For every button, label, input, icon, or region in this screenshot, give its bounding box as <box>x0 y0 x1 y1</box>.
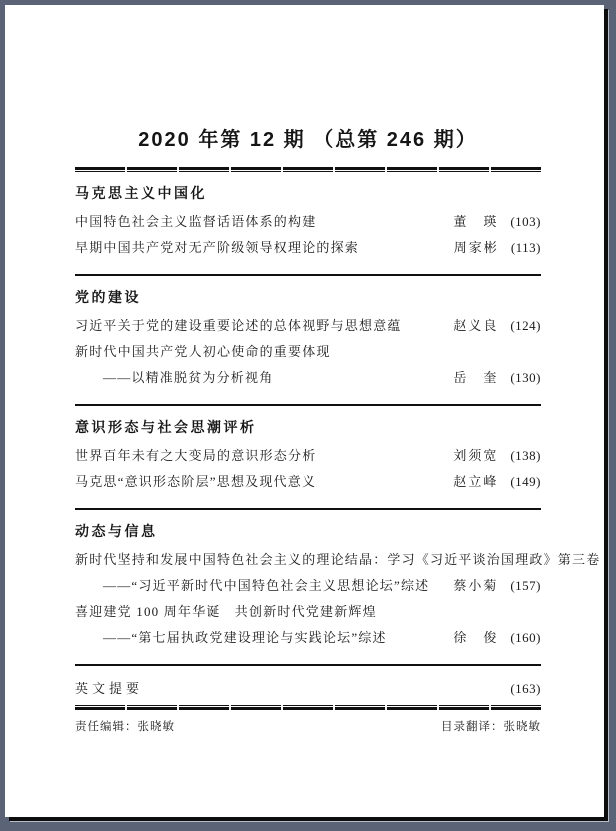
article-author: 刘须宽 <box>453 448 499 463</box>
article-page-number: (149) <box>510 474 541 489</box>
article-author: 赵义良 <box>453 318 499 333</box>
article-page-number: (124) <box>510 318 541 333</box>
article-author: 蔡小菊 <box>453 578 499 593</box>
article-title: 马克思“意识形态阶层”思想及现代意义 <box>75 474 317 489</box>
article-page-number: (138) <box>510 448 541 463</box>
article-title: 喜迎建党 100 周年华诞 共创新时代党建新辉煌 <box>75 604 377 619</box>
article-page-number: (103) <box>510 214 541 229</box>
english-abstract-page-number: (163) <box>510 681 541 696</box>
article-author: 周家彬 <box>453 240 499 255</box>
article-page-number: (130) <box>510 370 541 385</box>
section-heading: 意识形态与社会思潮评析 <box>75 421 257 436</box>
article-byline <box>453 209 541 235</box>
section-heading: 马克思主义中国化 <box>75 187 207 202</box>
toc-section-party-building <box>75 289 541 391</box>
editor-credits <box>75 718 541 736</box>
article-author: 赵立峰 <box>453 474 499 489</box>
toc-item-row <box>75 209 541 235</box>
article-subtitle: ——“习近平新时代中国特色社会主义思想论坛”综述 <box>103 578 430 593</box>
article-page-number: (157) <box>510 578 541 593</box>
journal-toc-page <box>5 5 604 817</box>
toc-item-row <box>75 339 541 365</box>
section-heading: 动态与信息 <box>75 525 158 540</box>
english-abstract-label: 英文提要 <box>75 681 144 696</box>
footer-divider-rule <box>75 705 541 710</box>
toc-item-subtitle-row <box>75 625 541 651</box>
article-subtitle: ——“第七届执政党建设理论与实践论坛”综述 <box>103 630 387 645</box>
toc-item-row <box>75 443 541 469</box>
footer-divider-thin-line <box>75 705 541 706</box>
article-byline <box>453 573 541 599</box>
toc-item-row <box>75 469 541 495</box>
article-byline <box>453 625 541 651</box>
article-author: 岳 奎 <box>453 370 499 385</box>
article-byline <box>453 469 541 495</box>
article-byline <box>453 313 541 339</box>
toc-item-row <box>75 235 541 261</box>
article-title: 新时代中国共产党人初心使命的重要体现 <box>75 344 331 359</box>
article-title: 世界百年未有之大变局的意识形态分析 <box>75 448 317 463</box>
toc-section-ideology-analysis <box>75 419 541 495</box>
toc-item-subtitle-row <box>75 573 541 599</box>
toc-item-subtitle-row <box>75 365 541 391</box>
toc-item-row <box>75 547 601 573</box>
article-subtitle: ——以精准脱贫为分析视角 <box>103 370 274 385</box>
article-page-number: (113) <box>510 240 541 255</box>
article-author: 董 瑛 <box>453 214 499 229</box>
article-byline <box>454 235 541 261</box>
article-title: 早期中国共产党对无产阶级领导权理论的探索 <box>75 240 360 255</box>
toc-item-row <box>75 599 541 625</box>
section-divider <box>75 404 541 406</box>
section-divider <box>75 274 541 276</box>
title-divider-thick-line <box>75 167 541 170</box>
section-divider <box>75 508 541 510</box>
article-author: 徐 俊 <box>453 630 499 645</box>
article-page-number: (160) <box>510 630 541 645</box>
toc-item-row <box>75 313 541 339</box>
title-divider-thin-line <box>75 171 541 172</box>
english-abstract-row <box>75 676 541 702</box>
article-title: 新时代坚持和发展中国特色社会主义的理论结晶：学习《习近平谈治国理政》第三卷 <box>75 552 601 567</box>
article-byline <box>453 365 541 391</box>
article-title: 中国特色社会主义监督话语体系的构建 <box>75 214 317 229</box>
article-byline <box>453 443 541 469</box>
contents-translator-credit: 目录翻译：张晓敏 <box>441 721 541 733</box>
article-title: 习近平关于党的建设重要论述的总体视野与思想意蕴 <box>75 318 402 333</box>
responsible-editor-credit: 责任编辑：张晓敏 <box>75 721 175 733</box>
section-heading: 党的建设 <box>75 291 141 306</box>
footer-divider-thick-line <box>75 707 541 710</box>
toc-section-marxism-sinicization <box>75 185 541 261</box>
title-divider-rule <box>75 167 541 172</box>
toc-section-news-information <box>75 523 601 651</box>
issue-title: 2020 年第 12 期 （总第 246 期） <box>138 129 478 151</box>
section-divider <box>75 664 541 666</box>
